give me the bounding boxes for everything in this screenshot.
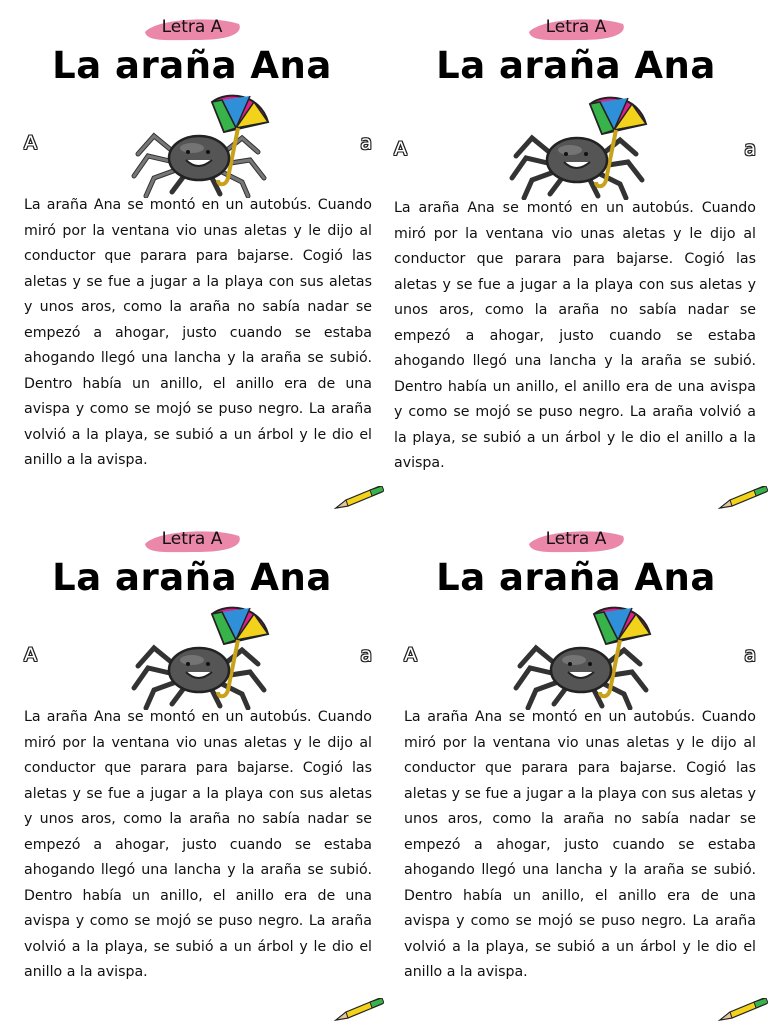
pencil-icon <box>718 998 768 1022</box>
spider-with-umbrella-icon <box>124 604 274 710</box>
uppercase-letter: A <box>24 644 37 666</box>
uppercase-letter: A <box>394 138 407 160</box>
letter-label <box>137 10 247 46</box>
spider-with-umbrella-icon <box>506 604 656 710</box>
story-text: La araña Ana se montó en un autobús. Cuando miró por la ventana vio unas aletas y le dijo al conductor que parara para bajarse. Cogió las aletas y se fue a jugar a la playa con sus aletas y unos aros, como la araña no sabía nadar se empezó a ahogar, justo cuando se estaba ahogando llegó una lancha y la araña se subió. Dentro había un anillo, el anillo era de una avispa y como se mojó se puso negro. La araña volvió a la playa, se subió a un árbol y le dio el anillo a la avispa. <box>24 709 372 980</box>
letter-label-text: Letra A <box>545 17 607 37</box>
spider-with-umbrella-icon <box>502 94 652 200</box>
story-text: La araña Ana se montó en un autobús. Cuando miró por la ventana vio unas aletas y le dijo al conductor que parara para bajarse. Cogió las aletas y se fue a jugar a la playa con sus aletas y unos aros, como la araña no sabía nadar se empezó a ahogar, justo cuando se estaba ahogando llegó una lancha y la araña se subió. Dentro había un anillo, el anillo era de una avispa y como se mojó se puso negro. La araña volvió a la playa, se subió a un árbol y le dio el anillo a la avispa. <box>24 197 372 468</box>
uppercase-letter: A <box>404 644 417 666</box>
lowercase-letter: a <box>360 644 372 666</box>
letter-label <box>137 522 247 558</box>
story-text: La araña Ana se montó en un autobús. Cuando miró por la ventana vio unas aletas y le dijo al conductor que parara para bajarse. Cogió las aletas y se fue a jugar a la playa con sus aletas y unos aros, como la araña no sabía nadar se empezó a ahogar, justo cuando se estaba ahogando llegó una lancha y la araña se subió. Dentro había un anillo, el anillo era de una avispa y como se mojó se puso negro. La araña volvió a la playa, se subió a un árbol y le dio el anillo a la avispa. <box>404 709 756 980</box>
reading-card-1 <box>0 0 384 512</box>
letter-label <box>521 10 631 46</box>
reading-card-2 <box>384 0 768 512</box>
spider-with-umbrella-icon <box>124 92 274 198</box>
reading-card-3 <box>0 512 384 1024</box>
pencil-icon <box>718 486 768 510</box>
uppercase-letter: A <box>24 132 37 154</box>
story-title: La araña Ana <box>436 44 716 87</box>
letter-label <box>521 522 631 558</box>
pencil-icon <box>334 998 384 1022</box>
reading-card-4 <box>384 512 768 1024</box>
letter-label-text: Letra A <box>161 17 223 37</box>
story-title: La araña Ana <box>436 556 716 599</box>
letter-label-text: Letra A <box>161 529 223 549</box>
story-title: La araña Ana <box>52 44 332 87</box>
letter-label-text: Letra A <box>545 529 607 549</box>
lowercase-letter: a <box>744 138 756 160</box>
pencil-icon <box>334 486 384 510</box>
lowercase-letter: a <box>360 132 372 154</box>
story-title: La araña Ana <box>52 556 332 599</box>
story-text: La araña Ana se montó en un autobús. Cuando miró por la ventana vio unas aletas y le dijo al conductor que parara para bajarse. Cogió las aletas y se fue a jugar a la playa con sus aletas y unos aros, como la araña no sabía nadar se empezó a ahogar, justo cuando se estaba ahogando llegó una lancha y la araña se subió. Dentro había un anillo, el anillo era de una avispa y como se mojó se puso negro. La araña volvió a la playa, se subió a un árbol y le dio el anillo a la avispa. <box>394 200 756 471</box>
lowercase-letter: a <box>744 644 756 666</box>
